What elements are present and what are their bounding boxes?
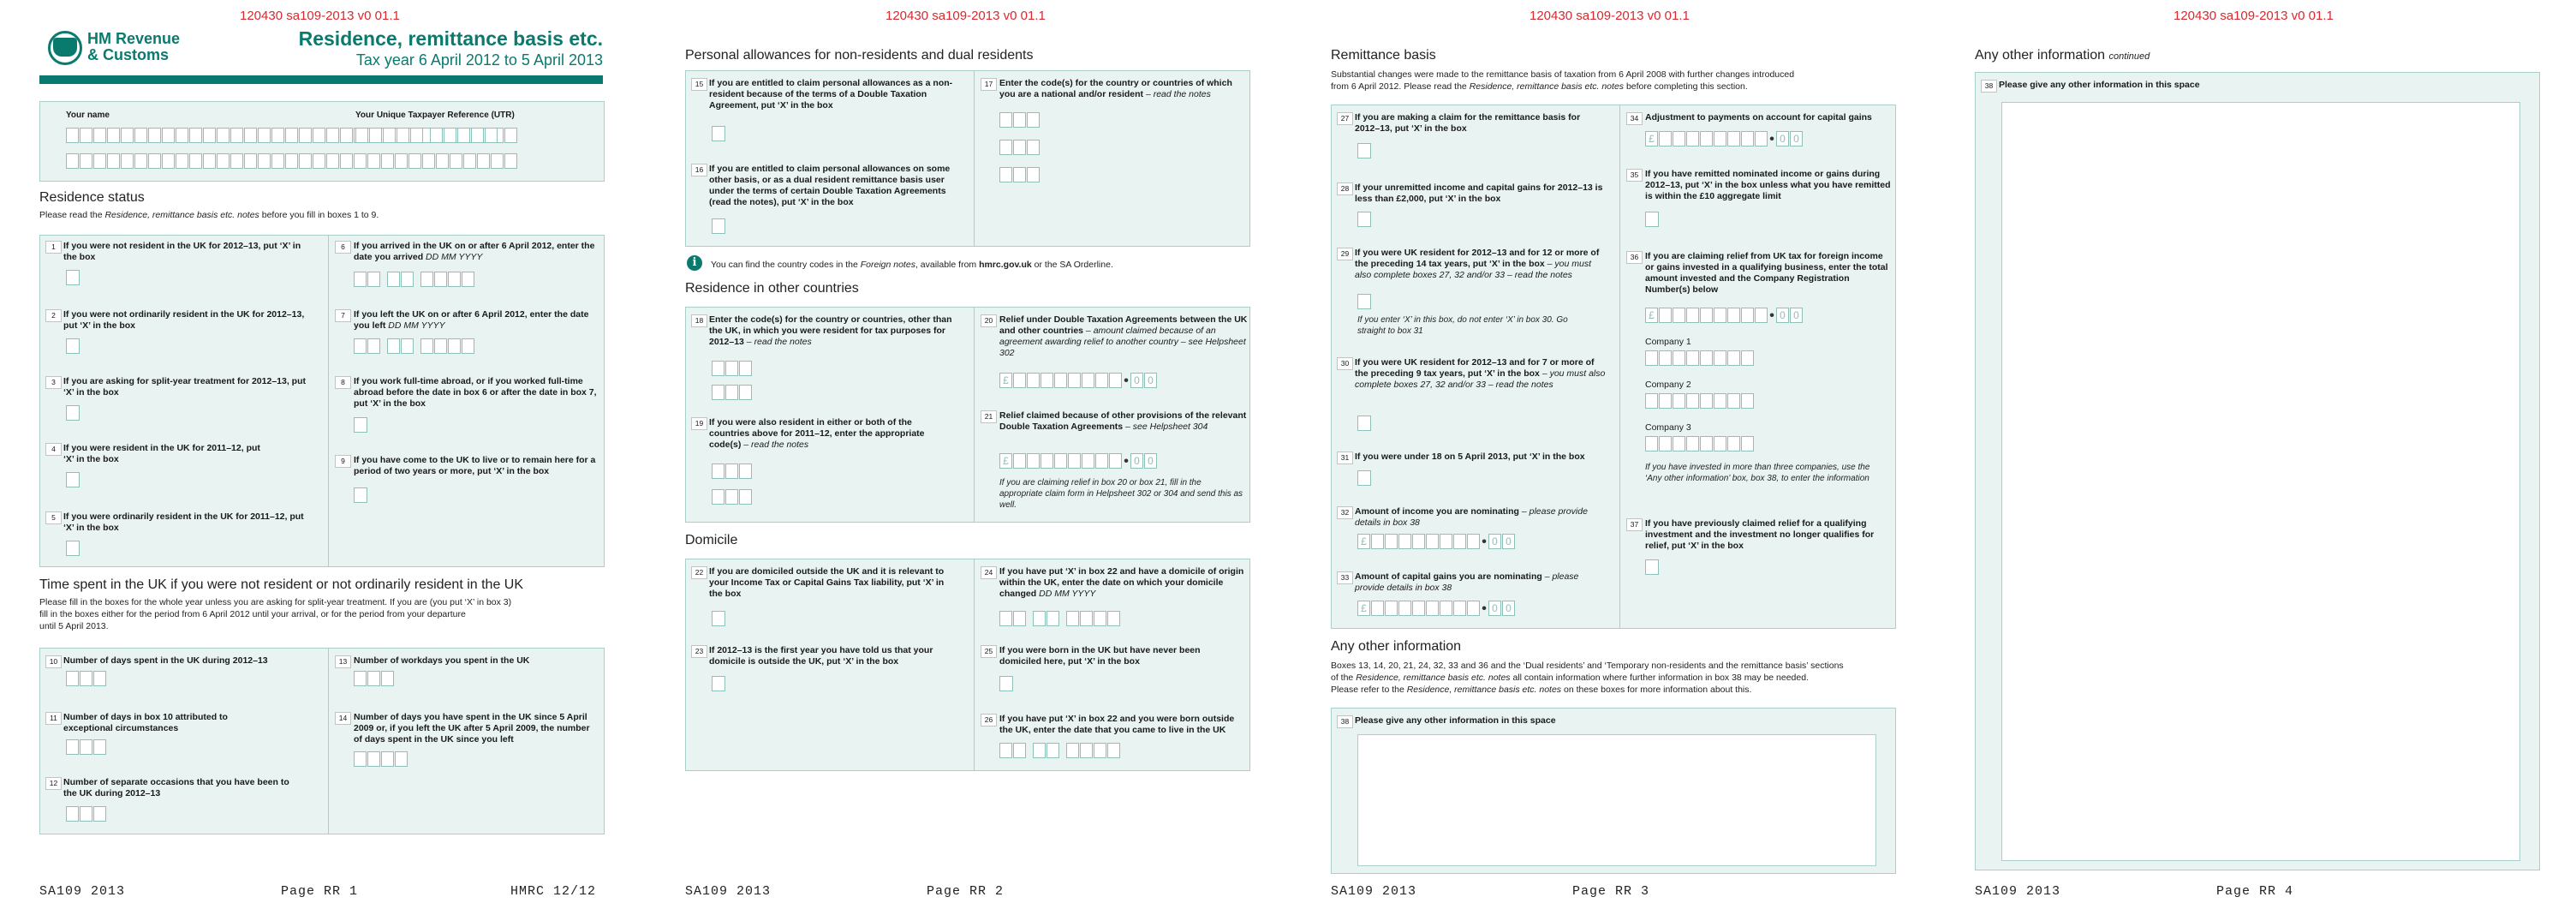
personal-allowances-panel: 15 If you are entitled to claim personal allowances as a non-resident because of the terms of a Double Taxation Agreement, put ‘X’ in the box 16 If you are entitled to claim personal allowances on some other basis, or as a dual resident remittance basis user under the terms of certain Double Taxation Agreements (read the notes), put ‘X’ in the box 17 Enter the code(s) for the country or countries of which you are a national and/or resident – read the notes <box>685 70 1250 247</box>
name-field-row2[interactable] <box>66 153 517 169</box>
form-subtitle: Tax year 6 April 2012 to 5 April 2013 <box>355 51 603 69</box>
q14-input[interactable] <box>354 751 408 767</box>
logo-line2: & Customs <box>87 46 170 63</box>
footer-version: HMRC 12/12 <box>510 884 597 899</box>
q26-date[interactable] <box>999 743 1120 758</box>
q7-date[interactable] <box>354 338 474 354</box>
utr-field[interactable] <box>355 128 498 143</box>
other-info-continued-panel: 38 Please give any other information in this space <box>1975 72 2540 870</box>
q21-amount[interactable]: £ • 0 0 <box>999 453 1157 469</box>
time-spent-panel: 10 Number of days spent in the UK during 2012–13 11 Number of days in box 10 attributed to exceptional circumstances 12 Number of separate occasions that you have been to the UK during 2012–13 13 Number of workdays you spent in the UK 14 Number of days you have spent in the UK since 5 April 2009 or, if you left the UK after 5 April 2009, the number of days spent in the UK since you left <box>39 648 605 834</box>
q9-checkbox[interactable] <box>354 487 367 503</box>
q31-label: If you were under 18 on 5 April 2013, put ‘X’ in the box <box>1355 452 1585 462</box>
page-rr1 <box>0 0 644 909</box>
hmrc-link[interactable]: hmrc.gov.uk <box>979 260 1032 270</box>
company3-number[interactable] <box>1645 436 1754 452</box>
q4-label: If you were resident in the UK for 2011–12, put ‘X’ in the box <box>63 443 260 464</box>
utr-label: Your Unique Taxpayer Reference (UTR) <box>355 111 515 120</box>
q18-code1[interactable] <box>712 361 752 376</box>
q8-checkbox[interactable] <box>354 417 367 433</box>
footer-form: SA109 2013 <box>39 884 126 899</box>
personal-allowances-heading: Personal allowances for non-residents and dual residents <box>685 48 1034 63</box>
q3-checkbox[interactable] <box>66 405 80 421</box>
q26-label: If you have put ‘X’ in box 22 and you were born outside the UK, enter the date that you came to live in the UK <box>999 714 1235 735</box>
form-title: Residence, remittance basis etc. <box>298 27 603 50</box>
company2-number[interactable] <box>1645 393 1754 409</box>
q25-label: If you were born in the UK but have never been domiciled here, put ‘X’ in the box <box>999 645 1201 667</box>
form-reference: 120430 sa109-2013 v0 01.1 <box>240 9 400 23</box>
q30-label: If you were UK resident for 2012–13 and for 7 or more of the preceding 9 tax years, put ‘X’ in the box – you must also complete boxes 27, 32 and/or 33 – read the notes <box>1355 357 1606 390</box>
q25-checkbox[interactable] <box>999 676 1013 691</box>
footer-page: Page RR 2 <box>927 884 1005 899</box>
q17-code3[interactable] <box>999 167 1040 182</box>
company1-label: Company 1 <box>1645 337 1691 347</box>
residence-other-heading: Residence in other countries <box>685 281 859 296</box>
q2-checkbox[interactable] <box>66 338 80 354</box>
q35-checkbox[interactable] <box>1645 212 1659 227</box>
other-info-heading: Any other information <box>1331 639 1462 654</box>
q1-label: If you were not resident in the UK for 2012–13, put ‘X’ in the box <box>63 241 301 262</box>
q33-label: Amount of capital gains you are nominating – please provide details in box 38 <box>1355 571 1579 593</box>
q36-label: If you are claiming relief from UK tax for foreign income or gains invested in a qualifying business, enter the total amount invested and the Company Registration Number(s) below <box>1645 251 1888 295</box>
remittance-intro: Substantial changes were made to the remittance basis of taxation from 6 April 2008 with further changes introduced from 6 April 2012. Please read the Residence, remittance basis etc. notes before completing this section. <box>1331 69 1795 92</box>
q14-label: Number of days you have spent in the UK since 5 April 2009 or, if you left the UK after 5 April 2009, the number of days spent in the UK since you left <box>354 712 590 745</box>
page-rr4 <box>1932 0 2576 909</box>
q29-checkbox[interactable] <box>1357 294 1371 309</box>
footer-page: Page RR 4 <box>2216 884 2294 899</box>
q6-label: If you arrived in the UK on or after 6 April 2012, enter the date you arrived DD MM YYYY <box>354 241 595 262</box>
domicile-panel: 22 If you are domiciled outside the UK and it is relevant to your Income Tax or Capital Gains Tax liability, put ‘X’ in the box 23 If 2012–13 is the first year you have told us that your domicile is outside the UK, put ‘X’ in the box 24 If you have put ‘X’ in box 22 and have a domicile of origin within the UK, enter the date on which your domicile changed DD MM YYYY 25 If you were born in the UK but have never been domiciled here, put ‘X’ in the box 26 If you have put ‘X’ in box 22 and you were born outside the UK, enter the date that you came to live in the UK <box>685 559 1250 771</box>
q1-checkbox[interactable] <box>66 270 80 285</box>
residence-status-heading: Residence status <box>39 190 145 205</box>
q31-checkbox[interactable] <box>1357 470 1371 486</box>
q19-code2[interactable] <box>712 489 752 505</box>
q32-amount[interactable]: £ • 0 0 <box>1357 534 1515 549</box>
q29-extra-note: If you enter ‘X’ in this box, do not enter ‘X’ in box 30. Go straight to box 31 <box>1357 315 1568 336</box>
q37-checkbox[interactable] <box>1645 559 1659 575</box>
info-icon: i <box>687 255 702 271</box>
q36-extra-note: If you have invested in more than three companies, use the ‘Any other information’ box, box 38, to enter the information <box>1645 463 1870 483</box>
q38-continued-label: Please give any other information in this space <box>1999 80 2200 90</box>
country-codes-info: You can find the country codes in the Foreign notes, available from hmrc.gov.uk or the SA Orderline. <box>711 260 1113 270</box>
q5-checkbox[interactable] <box>66 541 80 556</box>
remittance-panel: 27 If you are making a claim for the remittance basis for 2012–13, put ‘X’ in the box 28 If your unremitted income and capital gains for 2012–13 is less than £2,000, put ‘X’ in the box 29 If you were UK resident for 2012–13 and for 12 or more of the preceding 14 tax years, put ‘X’ in the box – you must also complete boxes 27, 32 and/or 33 – read the notes If you enter ‘X’ in this box, do not enter ‘X’ in box 30. Go straight to box 31 30 If you were UK resident for 2012–13 and for 7 or more of the preceding 9 tax years, put ‘X’ in the box – you must also complete boxes 27, 32 and/or 33 – read the notes 31 If you were under 18 on 5 April 2013, put ‘X’ in the box 32 Amount of income you are nominating – please provide details in box 38 £ • 0 0 33 Amount of capital gains you are nominating – please provide details in box 38 £ • 0 0 34 Adjustment to payments on account for capital gains £ • 0 0 35 If you have remitted nominated income or gains during 2012–13, put ‘X’ in the box unless what you have remitted is within the £10 aggregate limit 36 If you are claiming relief from UK tax for foreign income or gains invested in a qualifying business, enter the total amount invested and the Company Registration Number(s) below £ • 0 0 Company 1 Company 2 Company 3 If you have invested in more than three companies, use the ‘Any other information’ box, box 38, to enter the information 37 If you have previously claimed relief for a qualifying investment and the investment no longer qualifies for relief, put ‘X’ in the box <box>1331 105 1896 629</box>
crown-icon <box>53 38 77 57</box>
q36-amount[interactable]: £ • 0 0 <box>1645 308 1803 323</box>
q17-code2[interactable] <box>999 140 1040 155</box>
q24-label: If you have put ‘X’ in box 22 and have a domicile of origin within the UK, enter the date on which your domicile changed DD MM YYYY <box>999 566 1244 599</box>
q37-label: If you have previously claimed relief for a qualifying investment and the investment no longer qualifies for relief, put ‘X’ in the box <box>1645 518 1875 551</box>
q20-amount[interactable]: £ • 0 0 <box>999 373 1157 388</box>
q22-checkbox[interactable] <box>712 611 725 626</box>
q10-label: Number of days spent in the UK during 2012–13 <box>63 655 268 666</box>
q13-input[interactable] <box>354 671 394 686</box>
time-spent-intro: Please fill in the boxes for the whole year unless you are asking for split-year treatment. If you are (you put ‘X’ in box 3) fill in the boxes either for the period from 6 April 2012 until your arrival, or for the period from your departure until 5 April 2013. <box>39 597 512 631</box>
name-utr-panel <box>39 101 605 182</box>
q18-code2[interactable] <box>712 385 752 400</box>
q5-label: If you were ordinarily resident in the UK for 2011–12, put ‘X’ in the box <box>63 511 304 533</box>
q18-label: Enter the code(s) for the country or countries, other than the UK, in which you were resident for tax purposes for 2012–13 – read the notes <box>709 314 952 347</box>
q17-label: Enter the code(s) for the country or countries of which you are a national and/or resident – read the notes <box>999 78 1232 99</box>
company1-number[interactable] <box>1645 350 1754 366</box>
company2-label: Company 2 <box>1645 380 1691 390</box>
q34-label: Adjustment to payments on account for capital gains <box>1645 112 1872 123</box>
q19-label: If you were also resident in either or both of the countries above for 2011–12, enter the appropriate code(s) – read the notes <box>709 417 925 450</box>
q23-checkbox[interactable] <box>712 676 725 691</box>
q30-checkbox[interactable] <box>1357 416 1371 431</box>
other-info-intro: Boxes 13, 14, 20, 21, 24, 32, 33 and 36 and the ‘Dual residents’ and ‘Temporary non-residents and the remittance basis’ sections of the Residence, remittance basis etc. notes all contain information where further information in box 38 may be needed. Please refer to the Residence, remittance basis etc. notes on these boxes for more information about this. <box>1331 661 1844 695</box>
q22-label: If you are domiciled outside the UK and it is relevant to your Income Tax or Capital Gains Tax liability, put ‘X’ in the box <box>709 566 945 599</box>
q10-input[interactable] <box>66 671 106 686</box>
other-info-panel: 38 Please give any other information in this space <box>1331 708 1896 874</box>
q4-checkbox[interactable] <box>66 472 80 487</box>
q15-label: If you are entitled to claim personal allowances as a non-resident because of the terms of a Double Taxation Agreement, put ‘X’ in the box <box>709 78 953 111</box>
hmrc-logo <box>87 31 180 63</box>
q8-label: If you work full-time abroad, or if you worked full-time abroad before the date in box 6 or after the date in box 7, put ‘X’ in the box <box>354 376 597 409</box>
q11-input[interactable] <box>66 739 106 755</box>
q27-label: If you are making a claim for the remittance basis for 2012–13, put ‘X’ in the box <box>1355 112 1581 134</box>
logo-line1: HM Revenue <box>87 30 181 47</box>
q24-date[interactable] <box>999 611 1120 626</box>
q33-amount[interactable]: £ • 0 0 <box>1357 601 1515 616</box>
box-number: 1 <box>45 241 62 254</box>
q2-label: If you were not ordinarily resident in the UK for 2012–13, put ‘X’ in the box <box>63 309 305 331</box>
q11-label: Number of days in box 10 attributed to exceptional circumstances <box>63 712 228 733</box>
q23-label: If 2012–13 is the first year you have told us that your domicile is outside the UK, put ‘X’ in the box <box>709 645 933 667</box>
q32-label: Amount of income you are nominating – please provide details in box 38 <box>1355 506 1588 528</box>
q16-checkbox[interactable] <box>712 218 725 234</box>
q34-amount[interactable]: £ • 0 0 <box>1645 131 1803 147</box>
q13-label: Number of workdays you spent in the UK <box>354 655 530 666</box>
q35-label: If you have remitted nominated income or gains during 2012–13, put ‘X’ in the box unless what you have remitted is within the £10 aggregate limit <box>1645 169 1891 201</box>
footer-form: SA109 2013 <box>1331 884 1417 899</box>
q3-label: If you are asking for split-year treatment for 2012–13, put ‘X’ in the box <box>63 376 307 398</box>
residence-status-panel: 1 If you were not resident in the UK for 2012–13, put ‘X’ in the box 2 If you were not ordinarily resident in the UK for 2012–13, put ‘X’ in the box 3 If you are asking for split-year treatment for 2012–13, put ‘X’ in the box 4 If you were resident in the UK for 2011–12, put ‘X’ in the box 5 If you were ordinarily resident in the UK for 2011–12, put ‘X’ in the box 6 If you arrived in the UK on or after 6 April 2012, enter the date you arrived DD MM YYYY 7 If you left the UK on or after 6 April 2012, enter the date you left DD MM YYYY 8 If you work full-time abroad, or if you worked full-time abroad before the date in box 6 or after the date in box 7, put ‘X’ in the box 9 If you have come to the UK to live or to remain here for a period of two years or more, put ‘X’ in the box <box>39 235 605 567</box>
footer-form: SA109 2013 <box>1975 884 2061 899</box>
q21-extra-note: If you are claiming relief in box 20 or box 21, fill in the appropriate claim form in Helpsheet 302 or 304 and send this as well. <box>999 478 1243 510</box>
header-bar <box>39 75 603 84</box>
q16-label: If you are entitled to claim personal allowances on some other basis, or as a dual resident remittance basis user under the terms of certain Double Taxation Agreements (read the notes), put ‘X’ in the box <box>709 164 951 207</box>
q7-label: If you left the UK on or after 6 April 2012, enter the date you left DD MM YYYY <box>354 309 589 331</box>
remittance-heading: Remittance basis <box>1331 48 1436 63</box>
footer-form: SA109 2013 <box>685 884 772 899</box>
domicile-heading: Domicile <box>685 533 738 547</box>
form-reference: 120430 sa109-2013 v0 01.1 <box>2174 9 2334 23</box>
q28-label: If your unremitted income and capital gains for 2012–13 is less than £2,000, put ‘X’ in the box <box>1355 182 1603 204</box>
q38-continued-textarea[interactable] <box>2001 102 2520 861</box>
company3-label: Company 3 <box>1645 422 1691 433</box>
q20-label: Relief under Double Taxation Agreements between the UK and other countries – amount claimed because of an agreement awarding relief to another country – see Helpsheet 302 <box>999 314 1248 358</box>
q38-textarea[interactable] <box>1357 734 1876 866</box>
residence-other-panel: 18 Enter the code(s) for the country or countries, other than the UK, in which you were resident for tax purposes for 2012–13 – read the notes 19 If you were also resident in either or both of the countries above for 2011–12, enter the appropriate code(s) – read the notes 20 Relief under Double Taxation Agreements between the UK and other countries – amount claimed because of an agreement awarding relief to another country – see Helpsheet 302 £ • 0 0 21 Relief claimed because of other provisions of the relevant Double Taxation Agreements – see Helpsheet 304 £ • 0 0 If you are claiming relief in box 20 or box 21, fill in the appropriate claim form in Helpsheet 302 or 304 and send this as well. <box>685 307 1250 523</box>
q29-label: If you were UK resident for 2012–13 and for 12 or more of the preceding 14 tax years, put ‘X’ in the box – you must also complete boxes 27, 32 and/or 33 – read the notes <box>1355 248 1600 280</box>
q27-checkbox[interactable] <box>1357 143 1371 158</box>
form-reference: 120430 sa109-2013 v0 01.1 <box>886 9 1046 23</box>
footer-page: Page RR 1 <box>281 884 359 899</box>
q17-code1[interactable] <box>999 112 1040 128</box>
q12-label: Number of separate occasions that you have been to the UK during 2012–13 <box>63 777 289 798</box>
q6-date[interactable] <box>354 272 474 287</box>
q15-checkbox[interactable] <box>712 126 725 141</box>
page-rr2 <box>644 0 1288 909</box>
q12-input[interactable] <box>66 806 106 822</box>
page-rr3 <box>1288 0 1932 909</box>
name-label: Your name <box>66 111 110 120</box>
q19-code1[interactable] <box>712 463 752 479</box>
q38-label: Please give any other information in this space <box>1355 715 1556 726</box>
footer-page: Page RR 3 <box>1572 884 1650 899</box>
q28-checkbox[interactable] <box>1357 212 1371 227</box>
form-reference: 120430 sa109-2013 v0 01.1 <box>1530 9 1690 23</box>
residence-status-intro: Please read the Residence, remittance basis etc. notes before you fill in boxes 1 to 9. <box>39 210 379 220</box>
q9-label: If you have come to the UK to live or to remain here for a period of two years or more, put ‘X’ in the box <box>354 455 596 476</box>
q21-label: Relief claimed because of other provisions of the relevant Double Taxation Agreements – see Helpsheet 304 <box>999 410 1247 432</box>
time-spent-heading: Time spent in the UK if you were not resident or not ordinarily resident in the UK <box>39 577 524 592</box>
other-info-continued-heading: Any other information continued <box>1975 48 2150 63</box>
